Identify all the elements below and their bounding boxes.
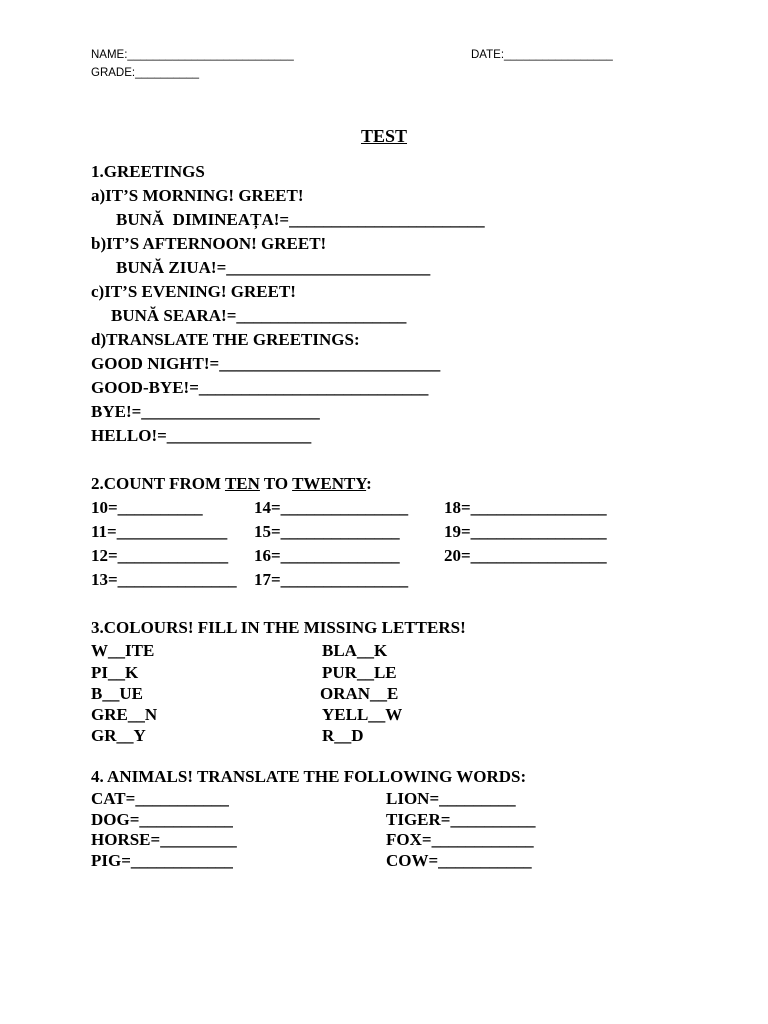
animal-item: DOG=___________	[91, 810, 233, 829]
greeting-b-prompt: b)IT’S AFTERNOON! GREET!	[91, 234, 327, 253]
date-field: DATE:_________________	[471, 49, 613, 61]
count-item: 14=_______________	[254, 498, 409, 517]
count-heading-post: :	[366, 474, 372, 493]
colour-item: ORAN__E	[320, 684, 399, 703]
colour-item: BLA__K	[322, 641, 388, 660]
colour-item: B__UE	[91, 684, 143, 703]
section-count-heading	[91, 474, 372, 494]
count-heading-mid: TO	[259, 474, 293, 493]
animal-item: CAT=___________	[91, 789, 229, 808]
count-item: 12=_____________	[91, 546, 229, 565]
section-colours-heading: 3.COLOURS! FILL IN THE MISSING LETTERS!	[91, 618, 466, 637]
colour-item: GRE__N	[91, 705, 158, 724]
count-item: 15=______________	[254, 522, 400, 541]
greeting-c-answer: BUNĂ SEARA!=____________________	[111, 306, 407, 325]
greeting-item: GOOD NIGHT!=__________________________	[91, 354, 441, 373]
animal-item: TIGER=__________	[386, 810, 536, 829]
greeting-a-prompt: a)IT’S MORNING! GREET!	[91, 186, 304, 205]
grade-field: GRADE:__________	[91, 67, 200, 79]
count-item: 11=_____________	[91, 522, 228, 541]
count-item: 18=________________	[444, 498, 607, 517]
animal-item: FOX=____________	[386, 830, 534, 849]
colour-item: PI__K	[91, 663, 139, 682]
count-item: 20=________________	[444, 546, 607, 565]
animal-item: HORSE=_________	[91, 830, 237, 849]
colour-item: YELL__W	[322, 705, 403, 724]
count-item: 13=______________	[91, 570, 237, 589]
colour-item: PUR__LE	[322, 663, 397, 682]
greeting-a-answer: BUNĂ DIMINEAȚA!=_______________________	[116, 210, 485, 229]
greeting-item: GOOD-BYE!=___________________________	[91, 378, 429, 397]
greeting-item: HELLO!=_________________	[91, 426, 312, 445]
name-field: NAME:__________________________	[91, 49, 294, 61]
count-heading-ten: TEN	[224, 474, 260, 493]
page-title: TEST	[360, 126, 408, 146]
count-item: 17=_______________	[254, 570, 409, 589]
colour-item: R__D	[322, 726, 364, 745]
count-item: 16=______________	[254, 546, 400, 565]
count-item: 10=__________	[91, 498, 203, 517]
animal-item: PIG=____________	[91, 851, 233, 870]
greeting-d-prompt: d)TRANSLATE THE GREETINGS:	[91, 330, 360, 349]
section-greetings-heading: 1.GREETINGS	[91, 162, 205, 181]
animal-item: LION=_________	[386, 789, 516, 808]
section-animals-heading: 4. ANIMALS! TRANSLATE THE FOLLOWING WORDS:	[91, 767, 527, 786]
colour-item: GR__Y	[91, 726, 146, 745]
colour-item: W__ITE	[91, 641, 155, 660]
greeting-item: BYE!=_____________________	[91, 402, 320, 421]
greeting-b-answer: BUNĂ ZIUA!=________________________	[116, 258, 431, 277]
animal-item: COW=___________	[386, 851, 532, 870]
count-heading-pre: 2.COUNT FROM	[91, 474, 225, 493]
count-heading-twenty: TWENTY	[292, 474, 367, 493]
count-item: 19=________________	[444, 522, 607, 541]
greeting-c-prompt: c)IT’S EVENING! GREET!	[91, 282, 296, 301]
